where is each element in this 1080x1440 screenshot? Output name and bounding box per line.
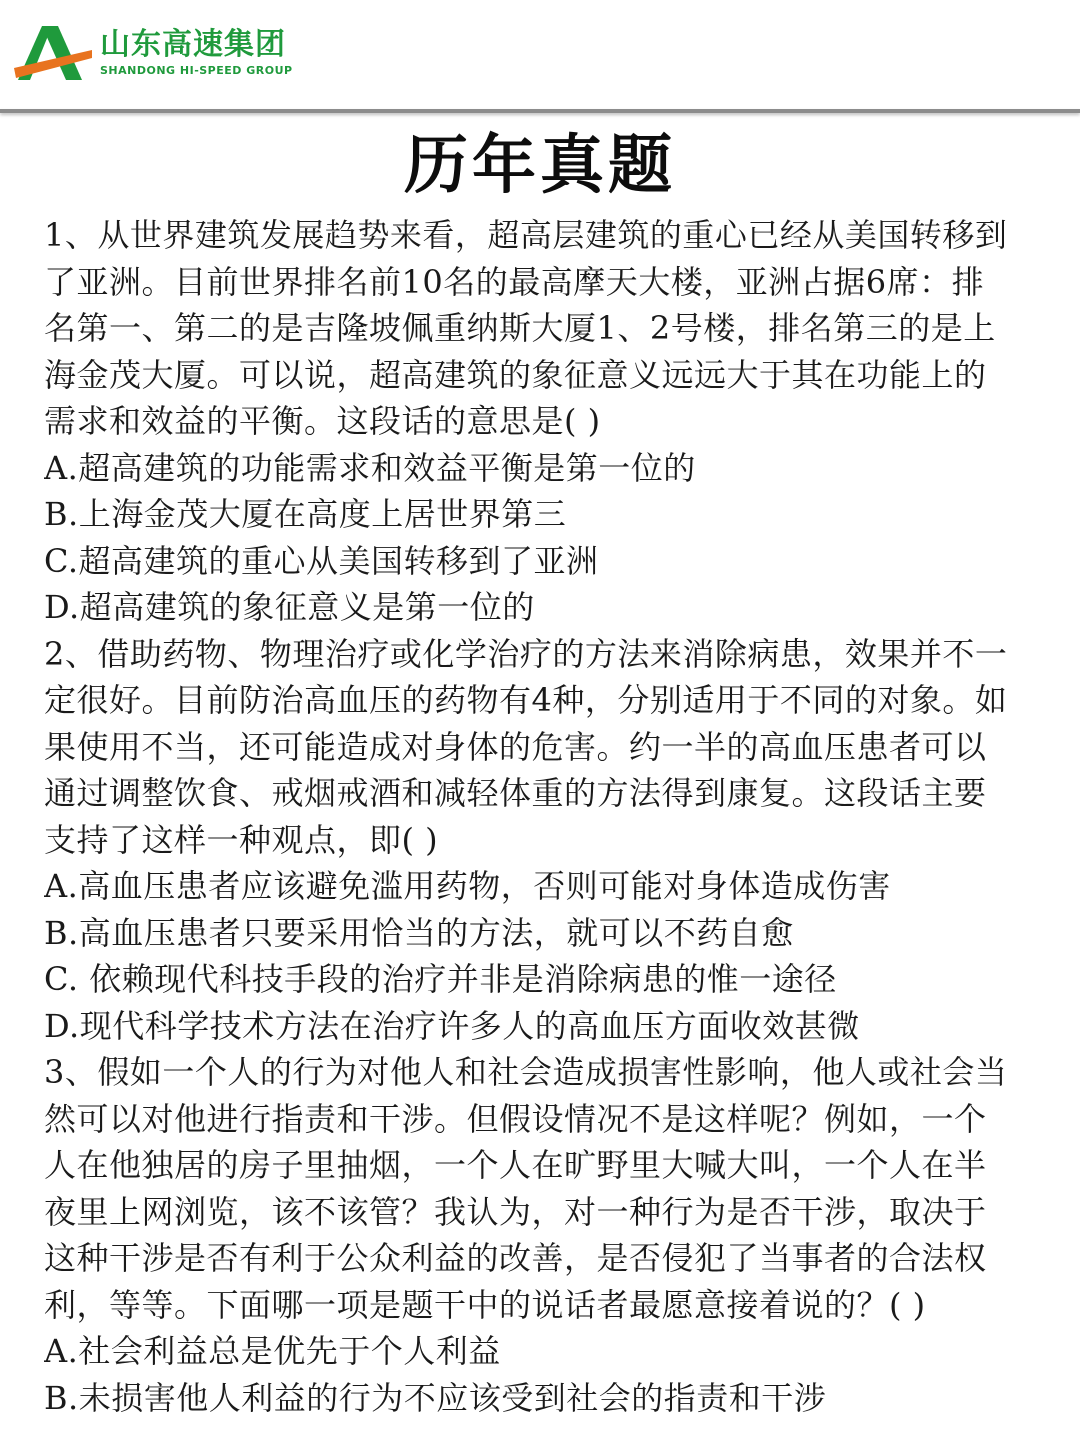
q3-option-a: A.社会利益总是优先于个人利益 — [44, 1332, 501, 1370]
q1-stem-line: 海金茂大厦。可以说，超高建筑的象征意义远远大于其在功能上的 — [44, 355, 987, 394]
header-divider — [0, 109, 1080, 113]
q1-stem-line: 需求和效益的平衡。这段话的意思是( ) — [44, 402, 601, 440]
q3-stem-line: 这种干涉是否有利于公众利益的改善，是否侵犯了当事者的合法权 — [44, 1239, 987, 1277]
q2-stem-line: 定很好。目前防治高血压的药物有4种，分别适用于不同的对象。如 — [44, 681, 1008, 719]
q1-option-a: A.超高建筑的功能需求和效益平衡是第一位的 — [44, 448, 696, 487]
q2-option-a: A.高血压患者应该避免滥用药物，否则可能对身体造成伤害 — [44, 867, 891, 905]
q1-option-c: C.超高建筑的重心从美国转移到了亚洲 — [44, 541, 599, 580]
q2-stem-line: 果使用不当，还可能造成对身体的危害。约一半的高血压患者可以 — [44, 727, 987, 766]
q3-stem-line: 夜里上网浏览，该不该管？我认为，对一种行为是否干涉，取决于 — [44, 1192, 987, 1231]
logo-name-en: SHANDONG HI-SPEED GROUP — [100, 64, 293, 77]
q2-stem-line: 2、借助药物、物理治疗或化学治疗的方法来消除病患，效果并不一 — [44, 634, 1008, 673]
q2-stem-line: 支持了这样一种观点，即( ) — [44, 820, 439, 859]
q1-option-d: D.超高建筑的象征意义是第一位的 — [44, 588, 535, 626]
q3-stem-line: 然可以对他进行指责和干涉。但假设情况不是这样呢？例如，一个 — [44, 1099, 987, 1138]
page-header — [0, 0, 1080, 110]
q1-stem-line: 名第一、第二的是吉隆坡佩重纳斯大厦1、2号楼，排名第三的是上 — [44, 309, 996, 347]
logo-name-cn: 山东高速集团 — [100, 27, 286, 62]
q1-stem-line: 了亚洲。目前世界排名前10名的最高摩天大楼，亚洲占据6席：排 — [44, 262, 985, 301]
q2-stem-line: 通过调整饮食、戒烟戒酒和减轻体重的方法得到康复。这段话主要 — [44, 774, 987, 812]
q3-stem-line: 人在他独居的房子里抽烟，一个人在旷野里大喊大叫，一个人在半 — [44, 1146, 987, 1184]
q2-option-b: B.高血压患者只要采用恰当的方法，就可以不药自愈 — [44, 913, 794, 952]
logo-text — [100, 28, 293, 78]
q1-stem-line: 1、从世界建筑发展趋势来看，超高层建筑的重心已经从美国转移到 — [44, 216, 1008, 254]
page-title: 历年真题 — [404, 129, 676, 203]
q1-option-b: B.上海金茂大厦在高度上居世界第三 — [44, 495, 567, 533]
q3-stem-line: 3、假如一个人的行为对他人和社会造成损害性影响，他人或社会当 — [44, 1053, 1008, 1091]
q2-option-c: C. 依赖现代科技手段的治疗并非是消除病患的惟一途径 — [44, 960, 837, 998]
shandong-hi-speed-logo-icon — [12, 22, 96, 84]
q3-stem-line: 利，等等。下面哪一项是题干中的说话者最愿意接着说的？( ) — [44, 1285, 926, 1324]
question-content — [44, 212, 1042, 1421]
q2-option-d: D.现代科学技术方法在治疗许多人的高血压方面收效甚微 — [44, 1006, 860, 1045]
q3-option-b: B.未损害他人利益的行为不应该受到社会的指责和干涉 — [44, 1378, 827, 1417]
